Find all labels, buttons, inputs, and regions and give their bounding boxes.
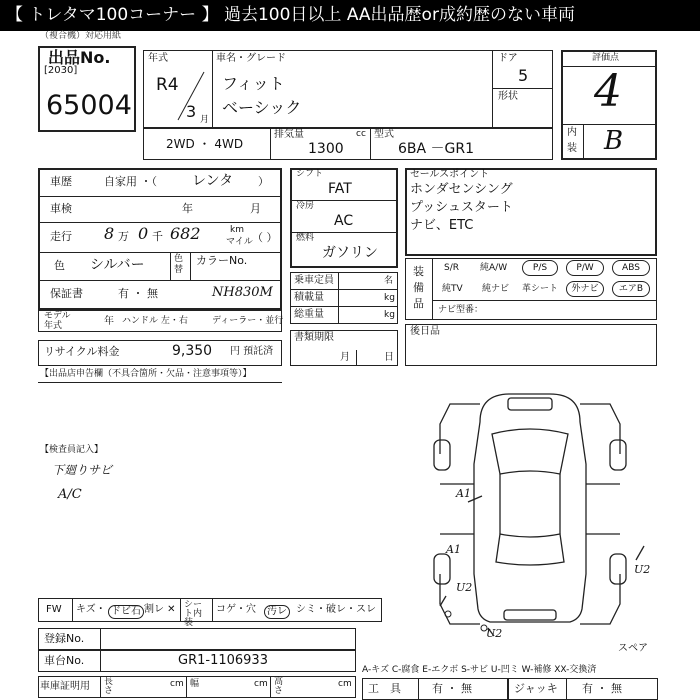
lot-label: 出品No. [48,48,111,67]
sales-point-line-2: プッシュスタート [410,200,513,215]
condition-fw: FW [46,604,62,615]
capacity-unit: 名 [384,276,394,286]
cert-label: 車庫証明用 [40,681,90,692]
name-label: 車名・グレード [216,53,286,64]
warranty-label: 保証書 [50,287,83,300]
equip-leather: 革シート [522,284,559,294]
mileage-sen-unit: 千 [152,230,163,243]
mark-a1-1: A1 [456,487,471,500]
interior-value: B [604,126,624,156]
gross-unit: kg [384,310,395,320]
inspector-label: 【検査員記入】 [40,445,104,455]
year-era: R4 [156,75,179,95]
recycle-unit: 円 預託済 [230,346,274,357]
color-change-label: 色替 [174,254,184,275]
equip-ext-navi: 外ナビ [566,281,604,297]
gross-label: 総重量 [294,309,324,320]
door-label: ドア [498,53,518,64]
shift-label: シフト [296,169,324,179]
color-no-label: カラーNo. [196,254,248,267]
model-year-label-2: 年式 [44,321,63,331]
tools-label: 工 具 [368,682,401,695]
car-diagram [410,384,660,654]
mileage-rest: 682 [170,224,201,243]
doc-deadline-day: 日 [384,352,394,363]
cert-height-label: 高さ [274,677,284,696]
displacement-label: 排気量 [274,129,304,140]
fuel-value: ガソリン [322,245,378,261]
color-value: シルバー [90,257,145,273]
model-year-unit: 年 [104,316,114,327]
registration-label: 登録No. [44,632,85,645]
condition-scratch: キズ・ [76,604,106,615]
year-month: 3 [186,102,197,121]
color-label: 色 [54,259,65,272]
shift-value: FAT [328,181,352,197]
equipment-label-1: 装 [413,265,424,278]
equip-alloy: 純A/W [480,263,508,273]
equip-pw: P/W [566,260,604,276]
mark-u2-2: U2 [486,627,503,640]
history-value: レンタ [192,173,234,189]
cert-width-unit: cm [254,679,268,689]
seller-notes-label: 【出品店申告欄（不具合箇所・欠品・注意事項等）】 [40,369,252,379]
color-no-value: NH830M [212,285,273,300]
interior-label-1: 内 [567,127,577,138]
banner-title: 【 トレタマ100コーナー 】 過去100日以上 AA出品歴or成約歴のない車両 [0,0,700,31]
tools-options: 有 ・ 無 [432,682,472,695]
equip-abs: ABS [612,260,650,276]
handle-options: ハンドル 左・右 [122,316,188,326]
equip-airbag: エアB [612,281,650,297]
cert-length-label: 長さ [104,677,114,696]
sales-points-label: セールスポイント [410,169,490,180]
mileage-man: 8 [104,224,115,243]
ac-value: AC [334,213,354,229]
condition-tear: シミ・破レ・スレ [296,604,376,615]
history-label: 車歴 [50,175,72,188]
model-code-label: 型式 [374,129,394,140]
mileage-paren: （ ） [252,231,278,244]
chassis-value: GR1-1106933 [178,653,268,668]
mark-a1-2: A1 [446,543,461,556]
mileage-label: 走行 [50,230,72,243]
condition-crack: 割レ ✕ [144,604,176,615]
equipment-label-3: 品 [413,297,424,310]
model-year-label-1: モデル [44,311,71,321]
capacity-label: 乗車定員 [294,275,334,286]
damage-legend: A-キズ C-腐食 E-エクボ S-サビ U-凹ミ W-補修 XX-交換済 [362,665,597,675]
cert-height-unit: cm [338,679,352,689]
drive-options: 2WD ・ 4WD [166,137,244,151]
mileage-mile-unit: マイル [226,237,253,247]
warranty-options: 有 ・ 無 [118,287,158,300]
condition-chip: ドビ石 [108,605,144,619]
mileage-sen: 0 [138,224,149,243]
condition-burn: コゲ・穴 [216,604,256,615]
history-close: ） [258,175,269,188]
inspection-label: 車検 [50,202,72,215]
displacement-value: 1300 [308,141,344,157]
doc-deadline-label: 書類期限 [294,332,334,343]
sales-point-line-1: ホンダセンシング [410,182,513,197]
shape-label: 形状 [498,91,518,102]
grade-name: ベーシック [222,98,302,117]
score-label: 評価点 [592,53,620,63]
inspection-month-unit: 月 [250,202,261,215]
interior-label-2: 装 [567,143,577,154]
navi-model-label: ナビ型番： [438,305,484,315]
load-label: 積載量 [294,292,324,303]
dealer-options: ディーラー・並行 [212,316,284,326]
partial-top-text: （複合機）対応用紙 [40,31,122,41]
cert-length-unit: cm [170,679,184,689]
mark-u2-3: U2 [634,563,651,576]
cert-width-label: 幅 [190,679,200,689]
condition-seat-label: シート内装 [184,600,203,628]
lot-number: 65004 [46,90,132,121]
inspection-year-unit: 年 [182,202,193,215]
year-month-unit: 月 [200,115,210,125]
mark-u2-1: U2 [456,581,473,594]
inspector-note-1: 下廻りサビ [52,463,113,477]
displacement-unit: cc [356,129,366,139]
history-options: 自家用 ・（ [104,175,157,188]
chassis-label: 車台No. [44,654,85,667]
jack-options: 有 ・ 無 [582,682,622,695]
equip-sr: S/R [444,263,459,273]
recycle-label: リサイクル料金 [44,345,120,358]
load-unit: kg [384,293,395,303]
spare-label: スペア [618,643,648,654]
score-value: 4 [594,66,622,117]
mileage-man-unit: 万 [118,230,129,243]
equip-ps: P/S [522,260,558,276]
inspector-note-2: A/C [58,487,82,502]
rear-memo-box [405,324,657,366]
model-code-value: 6BA －GR1 [398,141,475,157]
fuel-label: 燃料 [296,233,315,243]
doc-deadline-month: 月 [340,352,350,363]
mileage-km-unit: km [230,225,244,235]
equipment-label-2: 備 [413,281,424,294]
jack-label: ジャッキ [514,682,558,695]
equip-tv: 純TV [442,284,463,294]
equip-navi: 純ナビ [482,284,510,294]
lot-tag: [2030] [44,65,78,76]
registration-row [38,628,356,650]
year-label: 年式 [148,53,168,64]
condition-stain: 汚レ [264,605,290,619]
model-name: フィット [222,74,285,93]
ac-label: 冷房 [296,201,315,211]
recycle-value: 9,350 [172,343,213,359]
sales-point-line-3: ナビ、ETC [410,218,474,233]
rear-memo-label: 後日品 [410,326,440,337]
door-value: 5 [518,66,529,85]
